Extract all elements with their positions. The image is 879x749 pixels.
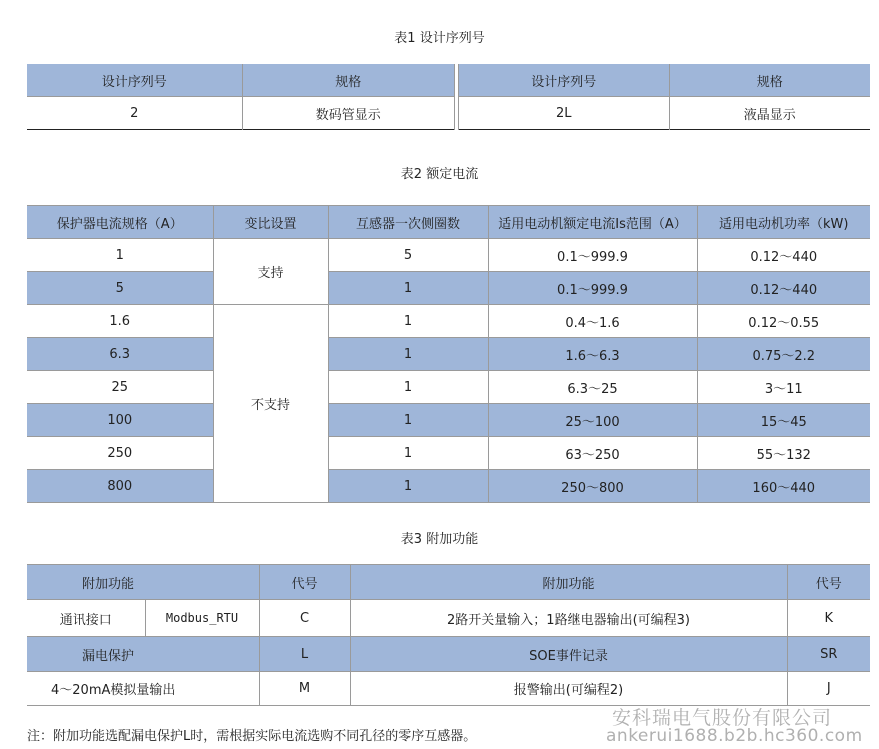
table-cell: 55～132 [697,437,870,470]
table-cell: 25～100 [488,404,697,437]
watermark-company: 安科瑞电气股份有限公司 [612,707,833,729]
footnote: 注：附加功能选配漏电保护L时，需根据实际电流选购不同孔径的零序互感器。 [27,729,477,744]
header-cell: 互感器一次侧圈数 [328,206,488,239]
table-row [27,371,870,404]
table-cell: 2 [130,105,139,121]
table1-caption: 表1 设计序列号 [394,31,485,46]
table-row [27,338,870,371]
table-row [27,437,870,470]
table-cell: 0.1～999.9 [488,239,697,272]
table1-right [459,64,870,130]
header-cell: 代号 [259,565,350,600]
table-cell: 0.12～0.55 [697,305,870,338]
table-cell: 1 [328,272,488,305]
table-cell: 4～20mA模拟量输出 [27,672,259,706]
table-cell: SOE事件记录 [350,637,787,672]
header-cell: 附加功能 [350,565,787,600]
table-row [27,97,454,130]
watermark-url: ankerui1688.b2b.hc360.com [606,726,863,746]
ratio-support-cell: 支持 [213,239,328,305]
table-cell: 25 [27,371,213,404]
table-cell: 0.75～2.2 [697,338,870,371]
table-header-row [27,565,870,600]
table-cell: 1 [328,404,488,437]
table-cell: L [259,637,350,672]
header-cell: 代号 [787,565,870,600]
table-cell: 250～800 [488,470,697,503]
table-row [27,672,870,706]
table-cell: 0.12～440 [697,239,870,272]
ratio-no-support-cell: 不支持 [213,305,328,503]
table-cell: 1 [328,470,488,503]
table-cell: 15～45 [697,404,870,437]
table-cell: 63～250 [488,437,697,470]
table-row [27,600,870,637]
table-cell: 1 [328,371,488,404]
table-cell: 6.3～25 [488,371,697,404]
table-cell: C [259,600,350,637]
header-cell: 适用电动机额定电流Is范围（A） [488,206,697,239]
table-cell: J [787,672,870,706]
table2-rated-current [27,205,870,503]
table-cell: K [787,600,870,637]
table-cell: 1 [27,239,213,272]
table1-left [27,64,454,130]
table-cell: 1.6 [27,305,213,338]
header-cell: 适用电动机功率（kW) [697,206,870,239]
table3-additional-functions [27,564,870,706]
header-cell: 附加功能 [27,565,259,600]
table-row [27,470,870,503]
table-cell: 1 [328,338,488,371]
header-cell: 保护器电流规格（A） [27,206,213,239]
table-row [27,272,870,305]
table-cell: 2L [555,105,572,121]
table-row [27,637,870,672]
header-cell: 规格 [242,64,454,97]
table-cell: 1 [328,437,488,470]
table-cell: 液晶显示 [669,97,870,130]
table2-caption: 表2 额定电流 [400,167,479,182]
table-row [27,305,870,338]
table-cell: SR [787,637,870,672]
table-cell: 数码管显示 [242,97,454,130]
header-cell: 变比设置 [213,206,328,239]
table-cell: 报警输出(可编程2) [350,672,787,706]
table-cell: 1 [328,305,488,338]
header-cell: 设计序列号 [459,64,669,97]
table-cell: 3～11 [697,371,870,404]
table3-caption: 表3 附加功能 [400,532,479,547]
table-row [459,97,870,130]
table-cell: 漏电保护 [27,637,259,672]
header-cell: 设计序列号 [27,64,242,97]
header-cell: 规格 [669,64,870,97]
table-header-row [27,64,454,97]
table-cell: 0.12～440 [697,272,870,305]
table-cell: 5 [328,239,488,272]
table-cell: M [259,672,350,706]
table-cell: 1.6～6.3 [488,338,697,371]
table-cell: 250 [27,437,213,470]
table-cell: Modbus_RTU [145,600,259,637]
table-header-row [459,64,870,97]
table-row [27,404,870,437]
table-cell: 5 [27,272,213,305]
table-cell: 800 [27,470,213,503]
table-cell: 160～440 [697,470,870,503]
table-cell: 6.3 [27,338,213,371]
table-row [27,239,870,272]
table-header-row [27,206,870,239]
table-cell: 通讯接口 [27,600,145,637]
table-cell: 2路开关量输入；1路继电器输出(可编程3) [350,600,787,637]
table-cell: 0.4～1.6 [488,305,697,338]
table-cell: 100 [27,404,213,437]
table-cell: 0.1～999.9 [488,272,697,305]
